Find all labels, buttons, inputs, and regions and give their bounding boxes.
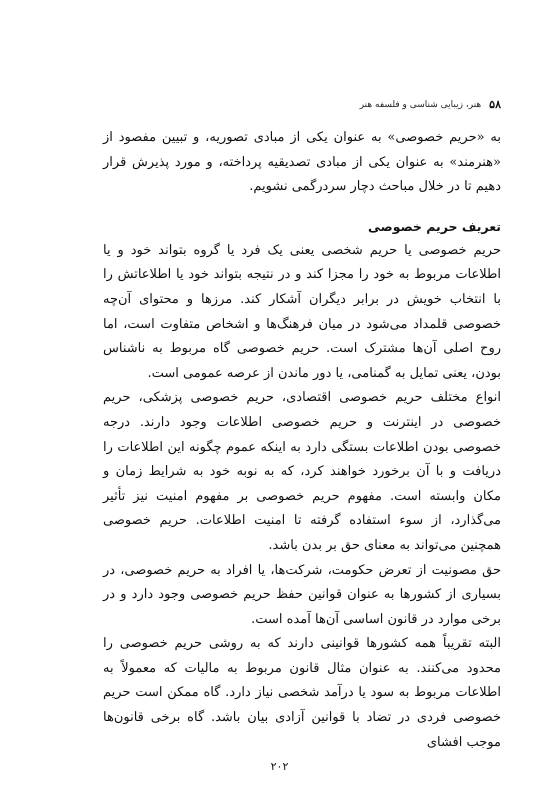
page-header [360, 98, 501, 111]
footer-page-number: ۲۰۲ [270, 760, 289, 773]
body-text [103, 126, 501, 755]
running-head: هنر، زیبایی شناسی و فلسفه هنر [359, 99, 482, 110]
paragraph-definition: حریم خصوصی یا حریم شخصی یعنی یک فرد یا گروه بتواند خود و یا اطلاعات مربوط به خود را مجزا کند و در نتیجه بتواند خود یا اطلاعاتش را با انتخاب خویش در برابر دیگران آشکار کند. مرزها و محتوای آن‌چه خصوصی قلمداد می‌شود در میان فرهنگ‌ها و اشخاص متفاوت است، اما روح اصلی آن‌ها مشترک است. حریم خصوصی گاه مربوط به ناشناس بودن، یعنی تمایل به گمنامی، یا دور ماندن از عرصه عمومی است. [103, 242, 501, 381]
paragraph-immunity: حق مصونیت از تعرض حکومت، شرکت‌ها، یا افراد به حریم خصوصی، در بسیاری از کشورها به عنوان قوانین حفظ حریم خصوصی وجود دارد و در برخی موارد در قانون اساسی آن‌ها آمده است. [103, 562, 501, 627]
section-title: تعریف حریم خصوصی [368, 218, 501, 234]
intro-paragraph: به «حریم خصوصی» به عنوان یکی از مبادی تصوریه، و تبیین مفصود از «هنرمند» به عنوان یکی از مبادی تصدیقیه پرداخته، و مورد پذیرش قرار دهیم تا در خلال مباحث دچار سردرگمی نشویم. [103, 130, 501, 195]
paragraph-types: انواع مختلف حریم خصوصی اقتصادی، حریم خصوصی پزشکی، حریم خصوصی در اینترنت و حریم خصوصی اطلاعات وجود دارند. درجه خصوصی بودن اطلاعات بستگی دارد به اینکه عموم چگونه این اطلاعات را دریافت و با آن برخورد خواهند کرد، که به نوبه خود به شرایط زمان و مکان وابسته است. مفهوم حریم خصوصی بر مفهوم امنیت نیز تأثیر می‌گذارد، از سوء استفاده گرفته تا امنیت اطلاعات. حریم خصوصی همچنین می‌تواند به معنای حق بر بدن باشد. [103, 390, 501, 553]
paragraph-limits: البته تقریباً همه کشورها قوانینی دارند که به روشی حریم خصوصی را محدود می‌کنند. به عنوان مثال قانون مربوط به مالیات که معمولاً به اطلاعات مربوط به سود یا درآمد شخصی نیاز دارد. گاه ممکن است حریم خصوصی فردی در تضاد با قوانین آزادی بیان باشد. گاه برخی قانون‌ها موجب افشای [103, 636, 501, 750]
header-page-number: ۵۸ [489, 98, 501, 111]
